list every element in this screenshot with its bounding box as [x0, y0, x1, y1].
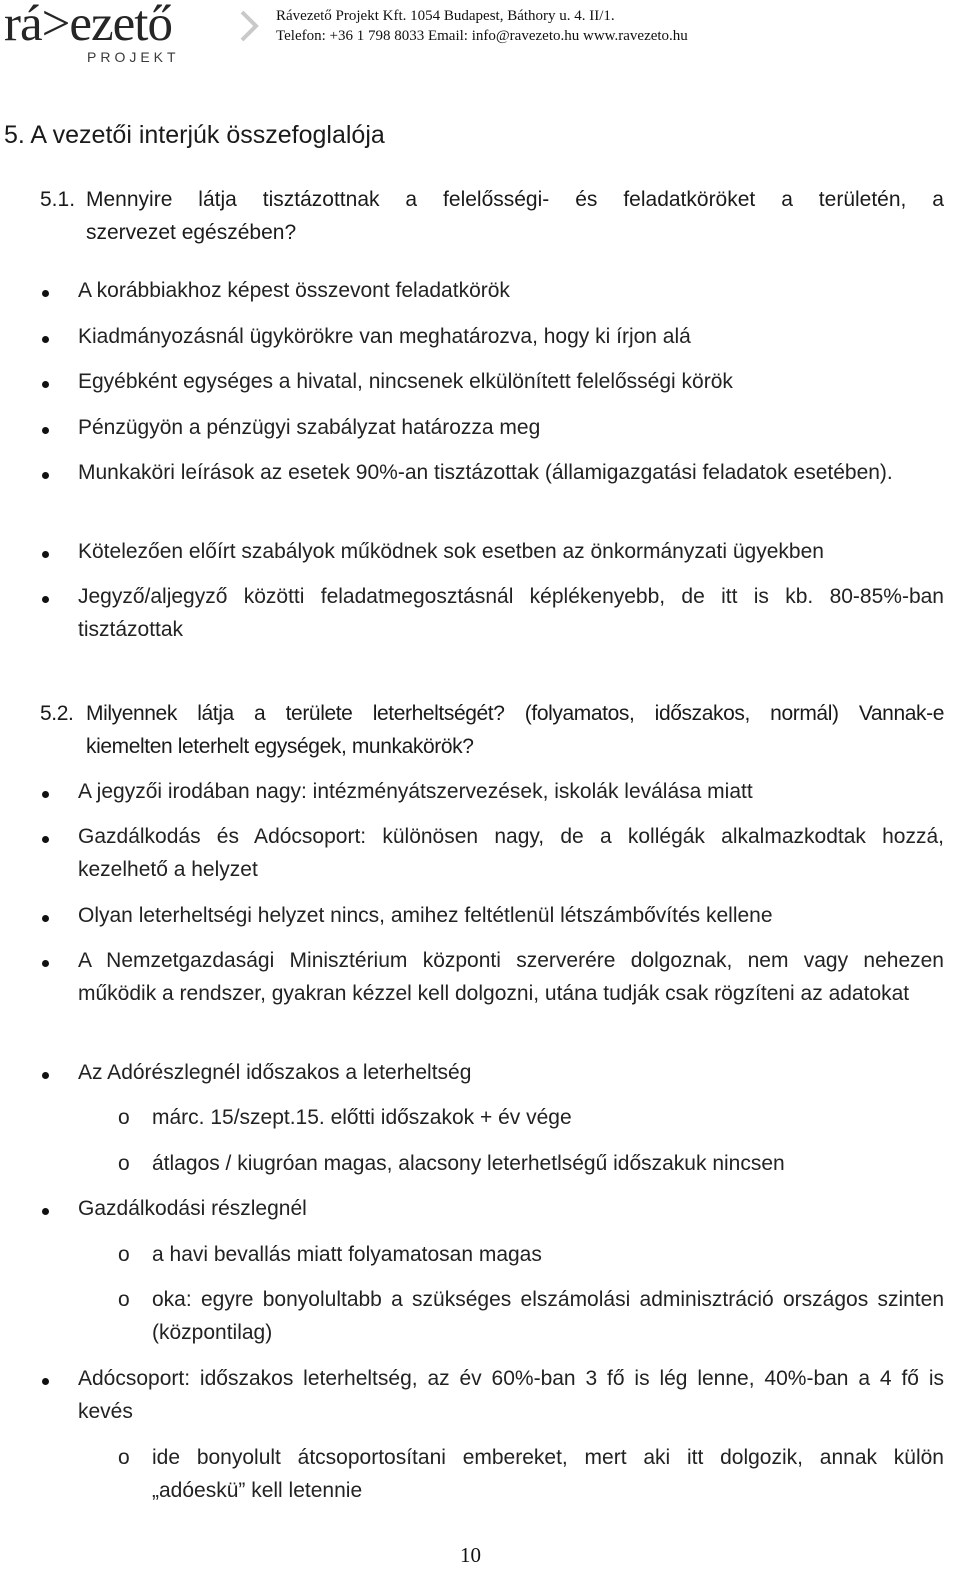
sub-bullet-marker: o [118, 1106, 130, 1129]
list-item: A jegyzői irodában nagy: intézményátszervezések, iskolák leválása miatt [78, 780, 753, 803]
question-text-line1: Milyennek látja a területe leterheltségét? (folyamatos, időszakos, normál) Vannak-e [86, 702, 944, 725]
list-item: Adócsoport: időszakos leterheltség, az év 60%-ban 3 fő is lég lenne, 40%-ban a 4 fő is kevés [78, 1367, 944, 1423]
list-item: Az Adórészlegnél időszakos a leterheltség [78, 1061, 472, 1084]
letterhead [0, 0, 960, 80]
bullet-icon [42, 596, 49, 603]
company-info [276, 6, 688, 46]
company-logo [4, 0, 264, 72]
list-item: Gazdálkodás és Adócsoport: különösen nagy, de a kollégák alkalmazkodtak hozzá, kezelhető a helyzet [78, 825, 944, 881]
company-address: Rávezető Projekt Kft. 1054 Budapest, Báthory u. 4. II/1. [276, 8, 615, 24]
list-item: Munkaköri leírások az esetek 90%-an tisztázottak (államigazgatási feladatok esetében). [78, 461, 893, 484]
sub-bullet-marker: o [118, 1152, 130, 1175]
bullet-icon [42, 290, 49, 297]
bullet-icon [42, 551, 49, 558]
question-line [40, 183, 944, 216]
sub-list-item: oka: egyre bonyolultabb a szükséges elszámolási adminisztráció országos szinten (központilag) [152, 1288, 944, 1344]
logo-text-left: rá [4, 0, 42, 52]
bullet-icon [42, 791, 49, 798]
chevron-right-icon [236, 8, 262, 44]
question-text-line2: kiemelten leterhelt egységek, munkakörök? [86, 735, 474, 758]
sub-bullet-marker: o [118, 1446, 130, 1469]
logo-text-right: ezető [69, 0, 172, 52]
list-item: Pénzügyön a pénzügyi szabályzat határozza meg [78, 416, 541, 439]
bullet-icon [42, 960, 49, 967]
bullet-icon [42, 427, 49, 434]
logo-arrow-glyph: > [41, 0, 70, 52]
question-text-line1: Mennyire látja tisztázottnak a felelősségi- és feladatköröket a területén, a [86, 188, 944, 211]
sub-list-item: márc. 15/szept.15. előtti időszakok + év vége [152, 1106, 572, 1129]
list-item: Gazdálkodási részlegnél [78, 1197, 307, 1220]
question-heading [40, 697, 944, 763]
list-item: A korábbiakhoz képest összevont feladatkörök [78, 279, 510, 302]
page-number: 10 [460, 1543, 481, 1567]
list-item: Kiadmányozásnál ügykörökre van meghatározva, hogy ki írjon alá [78, 325, 691, 348]
bullet-icon [42, 1072, 49, 1079]
list-item: Olyan leterheltségi helyzet nincs, amihez feltétlenül létszámbővítés kellene [78, 904, 773, 927]
sub-bullet-marker: o [118, 1243, 130, 1266]
bullet-icon [42, 336, 49, 343]
list-item: Jegyző/aljegyző közötti feladatmegosztásnál képlékenyebb, de itt is kb. 80-85%-ban tisztázottak [78, 585, 944, 641]
bullet-icon [42, 915, 49, 922]
list-item: Kötelezően előírt szabályok működnek sok esetben az önkormányzati ügyekben [78, 540, 824, 563]
question-number: 5.2. [40, 702, 74, 725]
section-title: 5. A vezetői interjúk összefoglalója [4, 121, 385, 149]
sub-list-item: a havi bevallás miatt folyamatosan magas [152, 1243, 542, 1266]
logo-wordmark [4, 0, 172, 50]
company-contact: Telefon: +36 1 798 8033 Email: info@ravezeto.hu www.ravezeto.hu [276, 28, 688, 44]
sub-list-item: ide bonyolult átcsoportosítani embereket, mert aki itt dolgozik, annak külön „adóeskü” kell letennie [152, 1446, 944, 1502]
bullet-icon [42, 1378, 49, 1385]
question-text-line2: szervezet egészében? [86, 221, 297, 244]
sub-list-item: átlagos / kiugróan magas, alacsony leterhetlségű időszakuk nincsen [152, 1152, 785, 1175]
bullet-icon [42, 381, 49, 388]
bullet-icon [42, 472, 49, 479]
question-number: 5.1. [40, 188, 76, 211]
list-item: A Nemzetgazdasági Minisztérium központi szerverére dolgoznak, nem vagy nehezen működik a rendszer, gyakran kézzel kell dolgozni, utána tudják csak rögzíteni az adatokat [78, 949, 944, 1005]
list-item: Egyébként egységes a hivatal, nincsenek elkülönített felelősségi körök [78, 370, 733, 393]
bullet-icon [42, 1208, 49, 1215]
question-line [40, 697, 944, 730]
question-heading [40, 183, 944, 249]
logo-subtitle: PROJEKT [87, 49, 180, 65]
sub-bullet-marker: o [118, 1288, 130, 1311]
bullet-icon [42, 836, 49, 843]
